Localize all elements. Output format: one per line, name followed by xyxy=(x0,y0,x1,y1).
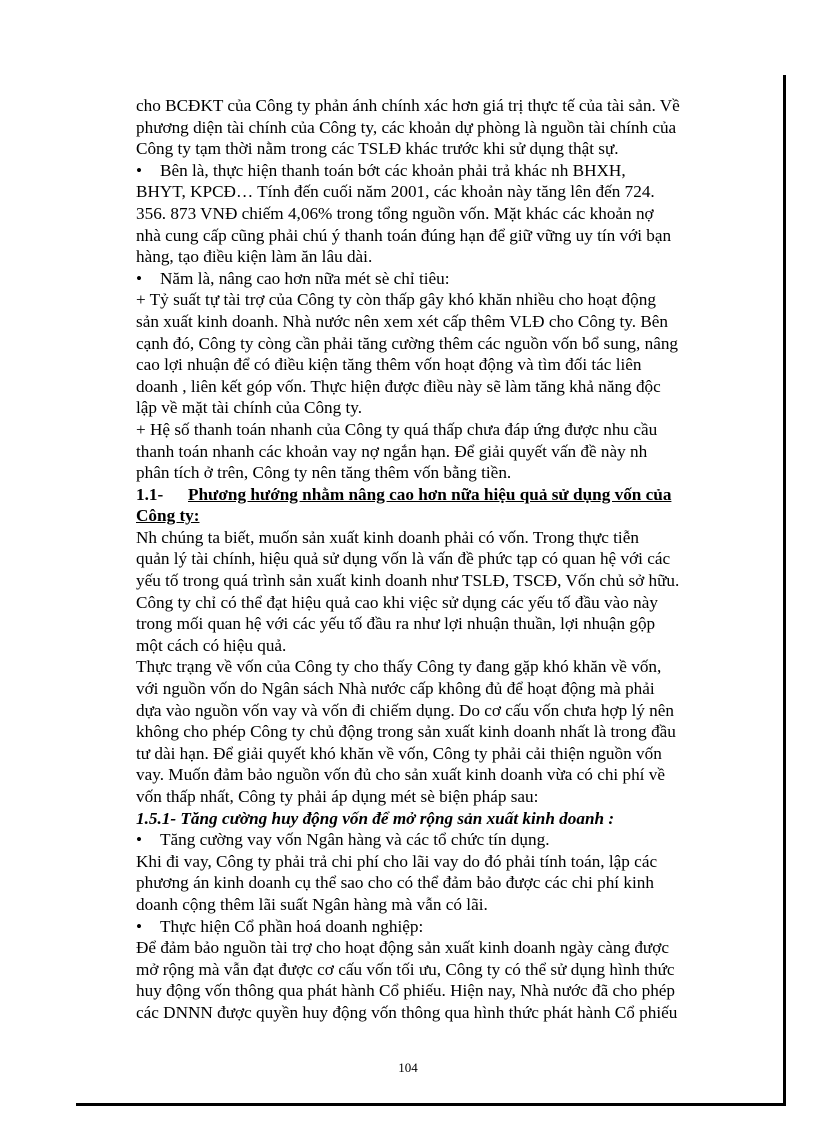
text-line: không cho phép Công ty chủ động trong sản xuất kinh doanh nhất là trong đầu xyxy=(136,722,676,742)
text-line: mở rộng mà vẫn đạt được cơ cấu vốn tối ưu, Công ty có thể sử dụng hình thức xyxy=(136,959,675,979)
section-title: Phương hướng nhằm nâng cao hơn nữa hiệu quả sử dụng vốn của xyxy=(188,484,672,504)
bullet-paragraph xyxy=(136,829,756,851)
text-line: vay. Muốn đảm bảo nguồn vốn đủ cho sản xuất kinh doanh vừa có chi phí về xyxy=(136,765,665,785)
text-line: cho BCĐKT của Công ty phản ánh chính xác hơn giá trị thực tế của tài sản. Về xyxy=(136,96,680,115)
sub-heading: 1.5.1- Tăng cường huy động vốn để mở rộng sản xuất kinh doanh : xyxy=(136,808,615,828)
text-line: vốn thấp nhất, Công ty phải áp dụng mét sè biện pháp sau: xyxy=(136,787,539,806)
paragraph xyxy=(136,527,756,657)
text-line: cao lợi nhuận để có điều kiện tăng thêm vốn hoạt động và tìm đối tác liên xyxy=(136,355,642,375)
text-line: Bên là, thực hiện thanh toán bớt các khoản phải trả khác nh BHXH, xyxy=(160,160,626,180)
text-line: Khi đi vay, Công ty phải trả chi phí cho lãi vay do đó phải tính toán, lập các xyxy=(136,851,658,871)
text-line: Nh chúng ta biết, muốn sản xuất kinh doanh phải có vốn. Trong thực tiễn xyxy=(136,527,639,547)
text-line: lập về mặt tài chính của Công ty. xyxy=(136,398,363,418)
bullet-paragraph xyxy=(136,916,756,938)
bullet-icon: • xyxy=(136,916,143,936)
bullet-icon: • xyxy=(136,160,143,180)
text-line: Để đảm bảo nguồn tài trợ cho hoạt động sản xuất kinh doanh ngày càng được xyxy=(136,938,669,958)
text-line: trong mối quan hệ với các yếu tố đầu ra như lợi nhuận thuần, lợi nhuận gộp xyxy=(136,614,656,634)
section-heading xyxy=(136,484,756,527)
text-line: phương diện tài chính của Công ty, các khoản dự phòng là nguồn tài chính của xyxy=(136,117,677,137)
text-line: doanh cộng thêm lãi suất Ngân hàng mà vẫn có lãi. xyxy=(136,894,488,914)
text-line: hàng, tạo điều kiện làm ăn lâu dài. xyxy=(136,247,373,267)
text-line: phân tích ở trên, Công ty nên tăng thêm vốn bằng tiền. xyxy=(136,463,512,483)
bullet-icon: • xyxy=(136,830,143,850)
paragraph xyxy=(136,289,756,419)
text-line: Năm là, nâng cao hơn nữa mét sè chỉ tiêu: xyxy=(160,268,450,288)
text-line: + Tỷ suất tự tài trợ của Công ty còn thấp gây khó khăn nhiều cho hoạt động xyxy=(136,290,656,310)
text-line: quản lý tài chính, hiệu quả sử dụng vốn là vấn đề phức tạp có quan hệ với các xyxy=(136,549,671,569)
text-line: 356. 873 VNĐ chiếm 4,06% trong tổng nguồn vốn. Mặt khác các khoản nợ xyxy=(136,203,654,223)
text-line: dựa vào nguồn vốn vay và vốn đi chiếm dụng. Do cơ cấu vốn chưa hợp lý nên xyxy=(136,700,674,720)
text-line: Công ty chỉ có thể đạt hiệu quả cao khi việc sử dụng các yếu tố đầu vào này xyxy=(136,592,658,612)
text-line: yếu tố trong quá trình sản xuất kinh doanh như TSLĐ, TSCĐ, Vốn chủ sở hữu. xyxy=(136,571,680,591)
paragraph xyxy=(136,656,756,807)
text-line: các DNNN được quyền huy động vốn thông qua hình thức phát hành Cổ phiếu xyxy=(136,1002,678,1022)
text-line: thanh toán nhanh các khoản vay nợ ngắn hạn. Để giải quyết vấn đề này nh xyxy=(136,441,648,461)
bullet-paragraph xyxy=(136,160,756,268)
document-body xyxy=(136,95,756,1024)
text-line: Tăng cường vay vốn Ngân hàng và các tổ chức tín dụng. xyxy=(160,830,550,850)
text-line: sản xuất kinh doanh. Nhà nước nên xem xét cấp thêm VLĐ cho Công ty. Bên xyxy=(136,311,669,331)
paragraph xyxy=(136,95,756,160)
section-number: 1.1- xyxy=(136,484,164,504)
text-line: cạnh đó, Công ty còng cần phải tăng cường thêm các nguồn vốn bổ sung, nâng xyxy=(136,333,679,353)
paragraph xyxy=(136,419,756,484)
text-line: nhà cung cấp cũng phải chú ý thanh toán đúng hạn để giữ vững uy tín với bạn xyxy=(136,225,672,245)
text-line: Công ty tạm thời nằm trong các TSLĐ khác trước khi sử dụng thật sự. xyxy=(136,139,619,159)
text-line: + Hệ số thanh toán nhanh của Công ty quá thấp chưa đáp ứng được nhu cầu xyxy=(136,419,658,439)
text-line: tư dài hạn. Để giải quyết khó khăn về vốn, Công ty phải cải thiện nguồn vốn xyxy=(136,743,662,763)
text-line: huy động vốn thông qua phát hành Cổ phiếu. Hiện nay, Nhà nước đã cho phép xyxy=(136,981,676,1001)
page-border-right xyxy=(783,75,786,1105)
text-line: Thực hiện Cổ phần hoá doanh nghiệp: xyxy=(160,916,424,936)
page-border-bottom xyxy=(76,1103,786,1106)
paragraph xyxy=(136,851,756,916)
section-title-continued: Công ty: xyxy=(136,506,200,526)
text-line: với nguồn vốn do Ngân sách Nhà nước cấp không đủ để hoạt động mà phải xyxy=(136,679,655,699)
text-line: phương án kinh doanh cụ thể sao cho có thể đảm bảo được các chi phí kinh xyxy=(136,873,654,893)
text-line: BHYT, KPCĐ… Tính đến cuối năm 2001, các khoản này tăng lên đến 724. xyxy=(136,182,655,202)
page-number: 104 xyxy=(398,1060,418,1075)
text-line: Thực trạng về vốn của Công ty cho thấy Công ty đang gặp khó khăn về vốn, xyxy=(136,657,662,677)
bullet-icon: • xyxy=(136,268,143,288)
text-line: doanh , liên kết góp vốn. Thực hiện được điều này sẽ làm tăng khả năng độc xyxy=(136,376,661,396)
text-line: một cách có hiệu quả. xyxy=(136,635,287,655)
paragraph xyxy=(136,937,756,1023)
bullet-paragraph xyxy=(136,268,756,290)
